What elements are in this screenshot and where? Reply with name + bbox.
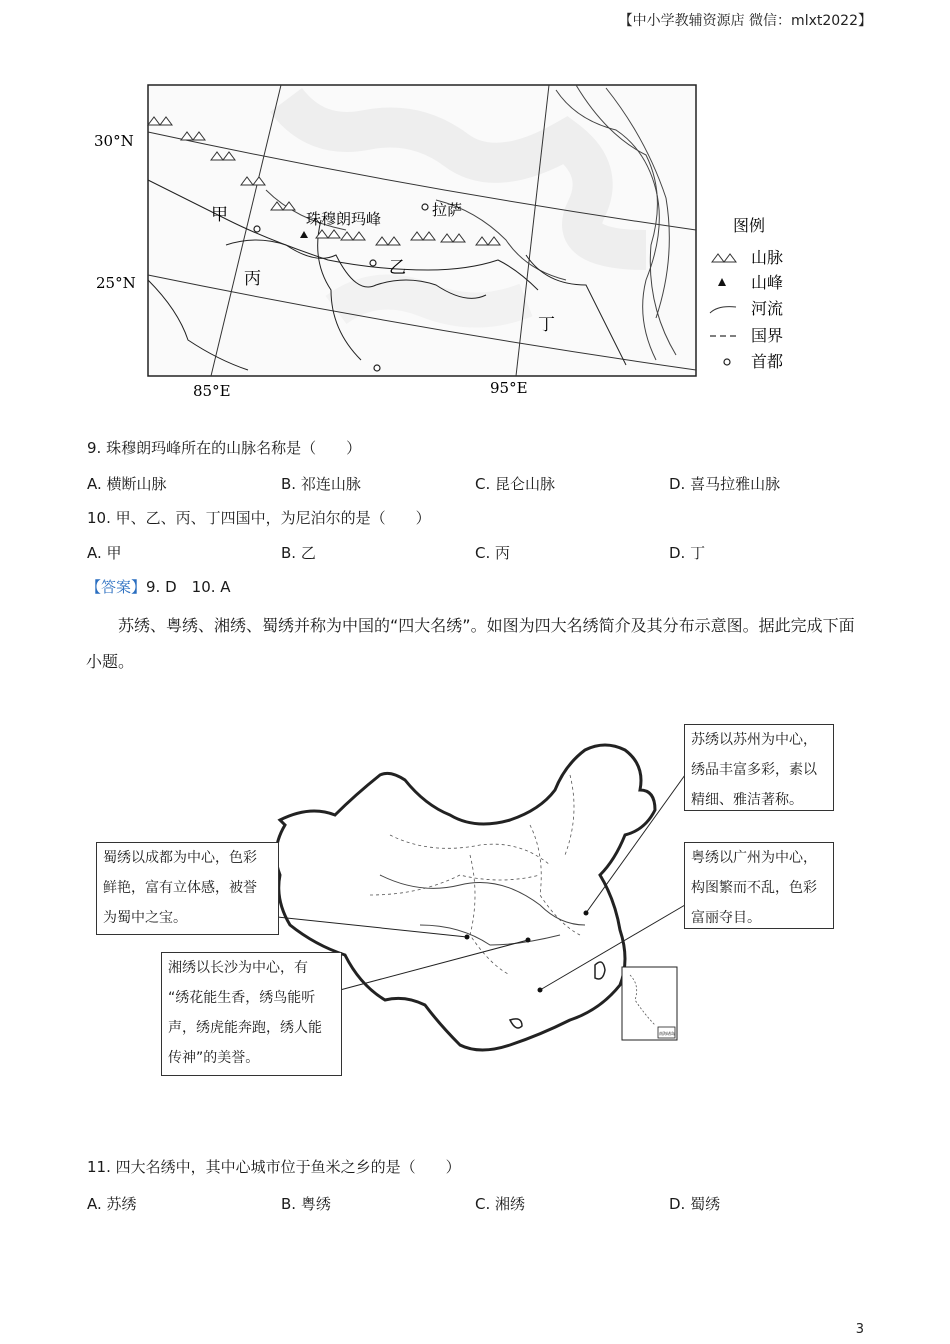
answer-text: 9. D 10. A [146,578,231,596]
question-10-text: 甲、乙、丙、丁四国中，为尼泊尔的是（ ） [115,509,431,527]
option-text: 丁 [690,544,706,562]
callout-line: 粤绣以广州为中心， [691,850,817,866]
legend-mountain-label: 山脉 [751,248,784,267]
option-letter: C. [475,544,491,562]
option-text: 乙 [300,544,316,562]
option-text: 湘绣 [495,1195,526,1213]
country-ding-label: 丁 [538,315,555,335]
option-text: 丙 [495,544,511,562]
legend-river-icon [710,307,736,313]
option-9b[interactable] [281,473,361,494]
option-text: 苏绣 [106,1195,137,1213]
legend-river-label: 河流 [751,299,784,318]
option-11d[interactable] [669,1193,720,1214]
option-9d[interactable] [669,473,780,494]
page-number: 3 [855,1322,864,1337]
callout-yue [684,842,834,929]
callout-line: 鲜艳，富有立体感，被誉 [103,880,257,896]
callout-line: 富丽夺目。 [691,910,761,926]
legend-mountain-icon [712,254,736,262]
option-11a[interactable] [87,1193,137,1214]
option-letter: D. [669,475,686,493]
legend-border-label: 国界 [751,326,784,345]
option-text: 祁连山脉 [300,475,361,493]
option-text: 蜀绣 [690,1195,721,1213]
country-bing-label: 丙 [244,269,261,289]
callout-line: 绣品丰富多彩，素以 [691,762,817,778]
callout-line: 构图繁而不乱，色彩 [691,880,817,896]
option-10d[interactable] [669,542,705,563]
option-letter: A. [87,544,102,562]
callout-line: 湘绣以长沙为中心，有 [168,960,308,976]
callout-line: 苏绣以苏州为中心， [691,732,817,748]
option-text: 横断山脉 [106,475,167,493]
option-text: 昆仑山脉 [495,475,556,493]
question-9 [87,438,361,458]
option-text: 甲 [106,544,122,562]
answer-label: 【答案】 [86,578,147,596]
south-china-sea-inset [622,967,677,1040]
question-11-number: 11. [87,1158,111,1176]
legend-peak-label: 山峰 [751,273,784,292]
lon-85-label: 85°E [193,382,231,400]
lhasa-label: 拉萨 [432,201,463,219]
callout-shu [96,842,279,935]
legend-capital-label: 首都 [751,352,784,371]
option-letter: B. [281,1195,297,1213]
lon-95-label: 95°E [490,379,528,397]
map-frame [148,85,696,376]
option-letter: B. [281,475,297,493]
inset-label: 南海诸岛 [659,1031,675,1036]
option-9a[interactable] [87,473,167,494]
option-11b[interactable] [281,1193,331,1214]
option-letter: A. [87,475,102,493]
country-jia-label: 甲 [211,205,228,225]
question-11 [87,1157,461,1177]
option-10b[interactable] [281,542,316,563]
callout-line: 传神”的美誉。 [168,1050,260,1066]
callout-line: “绣花能生香，绣鸟能听 [168,990,316,1006]
callout-su [684,724,834,811]
callout-line: 精细、雅洁著称。 [691,792,803,808]
lat-25-label: 25°N [96,274,136,292]
option-9c[interactable] [475,473,555,494]
himalaya-map [86,80,816,410]
option-letter: C. [475,475,491,493]
option-text: 喜马拉雅山脉 [690,475,781,493]
callout-line: 为蜀中之宝。 [103,910,187,926]
option-letter: B. [281,544,297,562]
question-10 [87,508,431,528]
everest-label: 珠穆朗玛峰 [306,210,382,228]
option-letter: D. [669,1195,686,1213]
source-note: 【中小学教辅资源店 微信：mlxt2022】 [618,13,872,29]
country-yi-label: 乙 [389,258,406,278]
lat-30-label: 30°N [94,132,134,150]
legend-title: 图例 [733,216,766,235]
option-text: 粤绣 [300,1195,331,1213]
callout-line: 蜀绣以成都为中心，色彩 [103,850,257,866]
option-10c[interactable] [475,542,510,563]
question-9-text: 珠穆朗玛峰所在的山脉名称是（ ） [106,439,362,457]
option-11c[interactable] [475,1193,525,1214]
legend-capital-icon [724,359,730,365]
callout-xiang [161,952,342,1076]
question-11-text: 四大名绣中，其中心城市位于鱼米之乡的是（ ） [115,1158,461,1176]
option-10a[interactable] [87,542,122,563]
intro-paragraph: 苏绣、粤绣、湘绣、蜀绣并称为中国的“四大名绣”。如图为四大名绣简介及其分布示意图。据此完成下面小题。 [86,616,855,671]
option-letter: A. [87,1195,102,1213]
legend-peak-icon [718,278,726,286]
answer-line [86,577,231,597]
option-letter: C. [475,1195,491,1213]
question-10-number: 10. [87,509,111,527]
callout-line: 声，绣虎能奔跑，绣人能 [168,1020,322,1036]
option-letter: D. [669,544,686,562]
question-9-number: 9. [87,439,102,457]
legend [710,216,783,371]
